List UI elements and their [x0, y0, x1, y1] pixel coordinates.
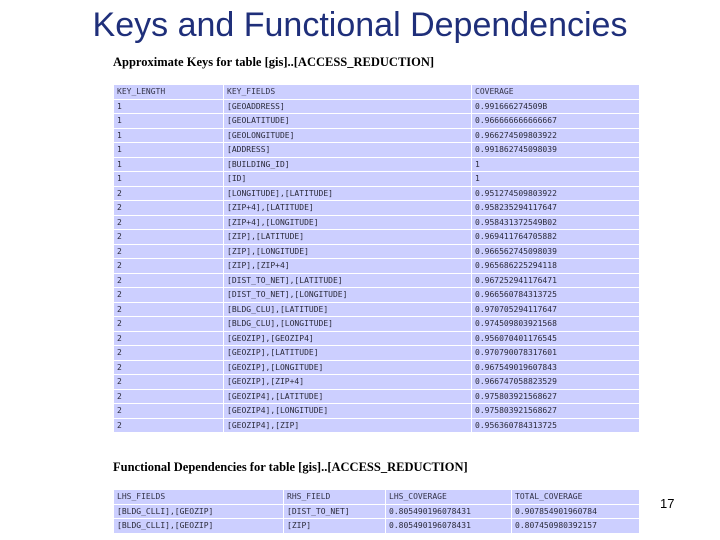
- key-length-cell: 2: [114, 404, 224, 419]
- key-fields-cell: [ID]: [224, 172, 472, 187]
- coverage-cell: 0.975803921568627: [472, 404, 640, 419]
- functional-dependencies-table: [113, 489, 640, 534]
- column-header-coverage: COVERAGE: [472, 85, 640, 100]
- key-fields-cell: [GEOZIP],[ZIP+4]: [224, 375, 472, 390]
- key-fields-cell: [GEOZIP4],[ZIP]: [224, 418, 472, 433]
- coverage-cell: 0.991666274509B: [472, 99, 640, 114]
- total-coverage-cell: 0.807450980392157: [512, 519, 640, 534]
- key-length-cell: 1: [114, 157, 224, 172]
- table-row: [114, 128, 640, 143]
- table-row: [114, 114, 640, 129]
- column-header-total-coverage: TOTAL_COVERAGE: [512, 490, 640, 505]
- slide-title: Keys and Functional Dependencies: [92, 6, 628, 44]
- key-fields-cell: [ZIP],[LATITUDE]: [224, 230, 472, 245]
- coverage-cell: 0.951274509803922: [472, 186, 640, 201]
- key-fields-cell: [GEOZIP],[LATITUDE]: [224, 346, 472, 361]
- lhs-coverage-cell: 0.805490196078431: [386, 519, 512, 534]
- key-fields-cell: [GEOLATITUDE]: [224, 114, 472, 129]
- key-length-cell: 2: [114, 331, 224, 346]
- coverage-cell: 0.966274509803922: [472, 128, 640, 143]
- total-coverage-cell: 0.907854901960784: [512, 504, 640, 519]
- key-length-cell: 2: [114, 244, 224, 259]
- coverage-cell: 0.991862745098039: [472, 143, 640, 158]
- lhs-fields-cell: [BLDG_CLLI],[GEOZIP]: [114, 504, 284, 519]
- table-row: [114, 201, 640, 216]
- key-fields-cell: [LONGITUDE],[LATITUDE]: [224, 186, 472, 201]
- key-length-cell: 2: [114, 375, 224, 390]
- key-length-cell: 1: [114, 114, 224, 129]
- key-length-cell: 2: [114, 418, 224, 433]
- key-length-cell: 1: [114, 128, 224, 143]
- column-header-key-length: KEY_LENGTH: [114, 85, 224, 100]
- table-row: [114, 172, 640, 187]
- key-fields-cell: [ZIP+4],[LATITUDE]: [224, 201, 472, 216]
- coverage-cell: 0.965686225294118: [472, 259, 640, 274]
- coverage-cell: 0.967549019607843: [472, 360, 640, 375]
- approximate-keys-table: [113, 84, 640, 433]
- coverage-cell: 1: [472, 172, 640, 187]
- coverage-cell: 0.969411764705882: [472, 230, 640, 245]
- rhs-field-cell: [DIST_TO_NET]: [284, 504, 386, 519]
- table-row: [114, 230, 640, 245]
- table-row: [114, 259, 640, 274]
- table-row: [114, 157, 640, 172]
- key-fields-cell: [BLDG_CLU],[LATITUDE]: [224, 302, 472, 317]
- table-row: [114, 418, 640, 433]
- table-row: [114, 375, 640, 390]
- column-header-key-fields: KEY_FIELDS: [224, 85, 472, 100]
- table-header-row: [114, 85, 640, 100]
- key-fields-cell: [BUILDING_ID]: [224, 157, 472, 172]
- key-length-cell: 1: [114, 143, 224, 158]
- key-fields-cell: [DIST_TO_NET],[LONGITUDE]: [224, 288, 472, 303]
- coverage-cell: 0.975803921568627: [472, 389, 640, 404]
- key-length-cell: 2: [114, 317, 224, 332]
- key-length-cell: 2: [114, 360, 224, 375]
- table-row: [114, 99, 640, 114]
- lhs-coverage-cell: 0.805490196078431: [386, 504, 512, 519]
- column-header-rhs-field: RHS_FIELD: [284, 490, 386, 505]
- table-row: [114, 346, 640, 361]
- key-length-cell: 2: [114, 215, 224, 230]
- lhs-fields-cell: [BLDG_CLLI],[GEOZIP]: [114, 519, 284, 534]
- key-length-cell: 2: [114, 201, 224, 216]
- key-fields-cell: [GEOZIP4],[LONGITUDE]: [224, 404, 472, 419]
- key-length-cell: 1: [114, 99, 224, 114]
- key-fields-cell: [GEOZIP4],[LATITUDE]: [224, 389, 472, 404]
- key-fields-cell: [GEOADDRESS]: [224, 99, 472, 114]
- coverage-cell: 0.966562745098039: [472, 244, 640, 259]
- keys-heading: Approximate Keys for table [gis]..[ACCESS_REDUCTION]: [113, 55, 435, 69]
- key-length-cell: 2: [114, 186, 224, 201]
- table-row: [114, 317, 640, 332]
- table-row: [114, 302, 640, 317]
- table-row: [114, 143, 640, 158]
- key-length-cell: 2: [114, 259, 224, 274]
- table-row: [114, 360, 640, 375]
- coverage-cell: 0.958431372549B02: [472, 215, 640, 230]
- key-fields-cell: [BLDG_CLU],[LONGITUDE]: [224, 317, 472, 332]
- column-header-lhs-fields: LHS_FIELDS: [114, 490, 284, 505]
- rhs-field-cell: [ZIP]: [284, 519, 386, 534]
- key-fields-cell: [ADDRESS]: [224, 143, 472, 158]
- coverage-cell: 0.970790078317601: [472, 346, 640, 361]
- table-row: [114, 331, 640, 346]
- key-length-cell: 2: [114, 273, 224, 288]
- table-row: [114, 389, 640, 404]
- table-row: [114, 504, 640, 519]
- table-row: [114, 404, 640, 419]
- column-header-lhs-coverage: LHS_COVERAGE: [386, 490, 512, 505]
- table-header-row: [114, 490, 640, 505]
- key-length-cell: 2: [114, 346, 224, 361]
- page-number: 17: [660, 496, 675, 511]
- coverage-cell: 0.974509803921568: [472, 317, 640, 332]
- table-row: [114, 273, 640, 288]
- key-fields-cell: [GEOZIP],[GEOZIP4]: [224, 331, 472, 346]
- key-length-cell: 2: [114, 230, 224, 245]
- coverage-cell: 0.966560784313725: [472, 288, 640, 303]
- key-length-cell: 2: [114, 302, 224, 317]
- coverage-cell: 0.967252941176471: [472, 273, 640, 288]
- key-length-cell: 2: [114, 389, 224, 404]
- coverage-cell: 0.956360784313725: [472, 418, 640, 433]
- coverage-cell: 0.970705294117647: [472, 302, 640, 317]
- table-row: [114, 244, 640, 259]
- coverage-cell: 0.956070401176545: [472, 331, 640, 346]
- key-fields-cell: [GEOZIP],[LONGITUDE]: [224, 360, 472, 375]
- key-fields-cell: [ZIP],[LONGITUDE]: [224, 244, 472, 259]
- key-fields-cell: [ZIP],[ZIP+4]: [224, 259, 472, 274]
- key-length-cell: 2: [114, 288, 224, 303]
- table-row: [114, 215, 640, 230]
- key-fields-cell: [DIST_TO_NET],[LATITUDE]: [224, 273, 472, 288]
- table-row: [114, 519, 640, 534]
- coverage-cell: 0.966666666666667: [472, 114, 640, 129]
- table-row: [114, 288, 640, 303]
- coverage-cell: 0.958235294117647: [472, 201, 640, 216]
- key-length-cell: 1: [114, 172, 224, 187]
- fd-heading: Functional Dependencies for table [gis]..[ACCESS_REDUCTION]: [113, 460, 468, 474]
- key-fields-cell: [ZIP+4],[LONGITUDE]: [224, 215, 472, 230]
- key-fields-cell: [GEOLONGITUDE]: [224, 128, 472, 143]
- coverage-cell: 1: [472, 157, 640, 172]
- coverage-cell: 0.966747058823529: [472, 375, 640, 390]
- table-row: [114, 186, 640, 201]
